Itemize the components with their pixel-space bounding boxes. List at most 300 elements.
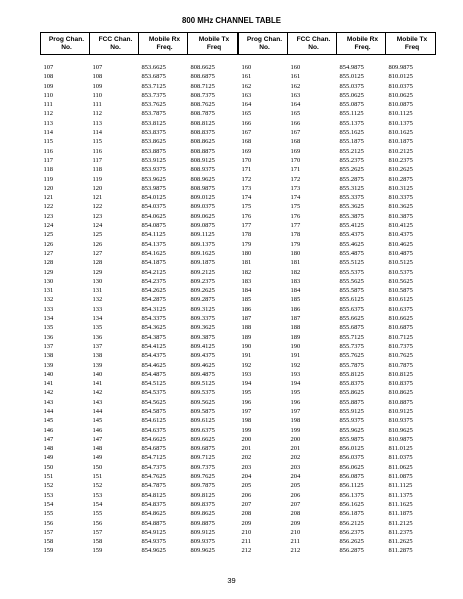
cell-mobile-rx: 854.9625	[141, 547, 166, 555]
table-row	[41, 82, 238, 91]
channel-table-right	[238, 32, 436, 556]
column-header-mobile-tx: Mobile Tx Freq	[386, 33, 436, 55]
table-row	[239, 63, 436, 72]
cell-fcc-chan: 176	[290, 212, 301, 220]
cell-mobile-rx: 855.8125	[339, 370, 364, 378]
cell-mobile-tx: 809.9625	[190, 547, 215, 555]
cell-mobile-rx: 854.8875	[141, 519, 166, 527]
cell-mobile-tx: 810.2625	[388, 166, 413, 174]
cell-mobile-tx: 809.5375	[190, 389, 215, 397]
cell-mobile-rx: 854.8125	[141, 491, 166, 499]
cell-fcc-chan: 146	[92, 426, 103, 434]
table-row	[239, 305, 436, 314]
cell-mobile-rx: 853.7625	[141, 101, 166, 109]
cell-prog-chan: 183	[241, 277, 252, 285]
table-row	[41, 72, 238, 81]
table-body-left	[41, 55, 238, 556]
cell-fcc-chan: 129	[92, 268, 103, 276]
cell-mobile-rx: 855.6875	[339, 324, 364, 332]
cell-mobile-rx: 855.1125	[339, 110, 364, 118]
cell-fcc-chan: 197	[290, 407, 301, 415]
cell-fcc-chan: 115	[92, 138, 103, 146]
cell-mobile-rx: 853.7375	[141, 91, 166, 99]
table-row	[239, 212, 436, 221]
cell-fcc-chan: 204	[290, 473, 301, 481]
cell-mobile-tx: 811.0375	[388, 454, 413, 462]
cell-mobile-rx: 855.5875	[339, 287, 364, 295]
cell-fcc-chan: 141	[92, 380, 103, 388]
cell-prog-chan: 126	[43, 240, 54, 248]
cell-mobile-rx: 855.2125	[339, 147, 364, 155]
cell-mobile-tx: 810.5625	[388, 277, 413, 285]
cell-prog-chan: 116	[43, 147, 54, 155]
cell-mobile-tx: 810.8125	[388, 370, 413, 378]
cell-fcc-chan: 188	[290, 324, 301, 332]
table-row	[239, 361, 436, 370]
cell-prog-chan: 114	[43, 129, 54, 137]
spacer-row	[239, 55, 436, 64]
cell-mobile-tx: 810.6375	[388, 305, 413, 313]
cell-mobile-tx: 810.8375	[388, 380, 413, 388]
table-row	[41, 109, 238, 118]
cell-prog-chan: 144	[43, 407, 54, 415]
cell-mobile-rx: 854.4625	[141, 361, 166, 369]
cell-fcc-chan: 125	[92, 231, 103, 239]
cell-prog-chan: 200	[241, 435, 252, 443]
cell-fcc-chan: 128	[92, 259, 103, 267]
cell-fcc-chan: 154	[92, 500, 103, 508]
cell-mobile-tx: 809.7125	[190, 454, 215, 462]
cell-prog-chan: 125	[43, 231, 54, 239]
cell-mobile-tx: 808.9125	[190, 156, 215, 164]
cell-prog-chan: 119	[43, 175, 54, 183]
cell-mobile-tx: 809.3875	[190, 333, 215, 341]
cell-fcc-chan: 195	[290, 389, 301, 397]
table-row	[41, 509, 238, 518]
cell-prog-chan: 204	[241, 473, 252, 481]
cell-prog-chan: 115	[43, 138, 54, 146]
table-row	[41, 444, 238, 453]
cell-prog-chan: 171	[241, 166, 252, 174]
cell-prog-chan: 189	[241, 333, 252, 341]
table-row	[239, 100, 436, 109]
cell-fcc-chan: 201	[290, 445, 301, 453]
cell-mobile-rx: 853.8625	[141, 138, 166, 146]
table-row	[239, 426, 436, 435]
table-row	[239, 528, 436, 537]
cell-mobile-rx: 855.3875	[339, 212, 364, 220]
table-row	[239, 91, 436, 100]
cell-prog-chan: 186	[241, 305, 252, 313]
cell-fcc-chan: 190	[290, 342, 301, 350]
cell-mobile-rx: 854.9375	[141, 538, 166, 546]
cell-prog-chan: 163	[241, 91, 252, 99]
cell-mobile-rx: 855.0375	[339, 82, 364, 90]
cell-mobile-tx: 809.3625	[190, 324, 215, 332]
cell-prog-chan: 124	[43, 222, 54, 230]
cell-mobile-rx: 856.0625	[339, 463, 364, 471]
cell-fcc-chan: 168	[290, 138, 301, 146]
cell-mobile-rx: 854.0125	[141, 194, 166, 202]
cell-fcc-chan: 157	[92, 528, 103, 536]
cell-mobile-tx: 809.9375	[190, 538, 215, 546]
cell-mobile-rx: 856.2625	[339, 538, 364, 546]
table-row	[239, 277, 436, 286]
cell-prog-chan: 187	[241, 315, 252, 323]
cell-mobile-rx: 855.7625	[339, 352, 364, 360]
cell-mobile-tx: 810.4125	[388, 222, 413, 230]
cell-fcc-chan: 187	[290, 315, 301, 323]
table-row	[41, 295, 238, 304]
cell-mobile-rx: 855.5625	[339, 277, 364, 285]
table-header-row	[239, 33, 436, 55]
cell-mobile-tx: 810.0125	[388, 73, 413, 81]
table-row	[41, 91, 238, 100]
table-row	[239, 193, 436, 202]
cell-mobile-rx: 854.2625	[141, 287, 166, 295]
cell-mobile-rx: 853.6875	[141, 73, 166, 81]
cell-fcc-chan: 140	[92, 370, 103, 378]
cell-mobile-tx: 808.8875	[190, 147, 215, 155]
cell-fcc-chan: 131	[92, 287, 103, 295]
cell-mobile-rx: 854.4375	[141, 352, 166, 360]
cell-mobile-tx: 811.0875	[388, 473, 413, 481]
cell-mobile-rx: 855.3625	[339, 203, 364, 211]
table-row	[239, 398, 436, 407]
table-row	[41, 333, 238, 342]
table-row	[41, 426, 238, 435]
cell-fcc-chan: 173	[290, 184, 301, 192]
cell-mobile-rx: 856.1875	[339, 510, 364, 518]
cell-mobile-tx: 809.5625	[190, 398, 215, 406]
cell-mobile-tx: 809.0875	[190, 222, 215, 230]
cell-mobile-rx: 854.2875	[141, 296, 166, 304]
cell-prog-chan: 129	[43, 268, 54, 276]
table-row	[239, 72, 436, 81]
cell-prog-chan: 141	[43, 380, 54, 388]
table-row	[239, 323, 436, 332]
cell-mobile-rx: 855.1625	[339, 129, 364, 137]
cell-fcc-chan: 159	[92, 547, 103, 555]
cell-mobile-tx: 808.7125	[190, 82, 215, 90]
table-row	[41, 342, 238, 351]
cell-mobile-rx: 854.6625	[141, 435, 166, 443]
table-row	[41, 156, 238, 165]
cell-fcc-chan: 156	[92, 519, 103, 527]
cell-mobile-tx: 811.0125	[388, 445, 413, 453]
cell-prog-chan: 167	[241, 129, 252, 137]
cell-fcc-chan: 178	[290, 231, 301, 239]
cell-prog-chan: 212	[241, 547, 252, 555]
cell-mobile-rx: 854.3125	[141, 305, 166, 313]
cell-fcc-chan: 153	[92, 491, 103, 499]
table-row	[41, 100, 238, 109]
cell-fcc-chan: 118	[92, 166, 103, 174]
cell-prog-chan: 195	[241, 389, 252, 397]
cell-fcc-chan: 126	[92, 240, 103, 248]
cell-prog-chan: 188	[241, 324, 252, 332]
cell-mobile-rx: 856.0375	[339, 454, 364, 462]
cell-mobile-rx: 856.0875	[339, 473, 364, 481]
cell-fcc-chan: 142	[92, 389, 103, 397]
cell-fcc-chan: 144	[92, 407, 103, 415]
cell-prog-chan: 108	[43, 73, 54, 81]
cell-fcc-chan: 135	[92, 324, 103, 332]
cell-mobile-tx: 810.1875	[388, 138, 413, 146]
table-row	[239, 258, 436, 267]
cell-mobile-tx: 809.6625	[190, 435, 215, 443]
table-row	[41, 519, 238, 528]
cell-mobile-rx: 854.5375	[141, 389, 166, 397]
cell-fcc-chan: 212	[290, 547, 301, 555]
cell-fcc-chan: 172	[290, 175, 301, 183]
table-row	[239, 147, 436, 156]
cell-mobile-tx: 808.6875	[190, 73, 215, 81]
cell-prog-chan: 178	[241, 231, 252, 239]
cell-prog-chan: 138	[43, 352, 54, 360]
cell-mobile-tx: 809.2375	[190, 277, 215, 285]
table-row	[41, 240, 238, 249]
cell-mobile-tx: 810.6875	[388, 324, 413, 332]
table-row	[41, 500, 238, 509]
cell-fcc-chan: 180	[290, 249, 301, 257]
cell-fcc-chan: 155	[92, 510, 103, 518]
cell-mobile-tx: 810.4625	[388, 240, 413, 248]
cell-prog-chan: 177	[241, 222, 252, 230]
table-row	[41, 175, 238, 184]
cell-mobile-tx: 810.3875	[388, 212, 413, 220]
cell-mobile-tx: 810.3125	[388, 184, 413, 192]
cell-mobile-tx: 810.5125	[388, 259, 413, 267]
cell-prog-chan: 170	[241, 156, 252, 164]
cell-prog-chan: 185	[241, 296, 252, 304]
cell-mobile-rx: 854.1375	[141, 240, 166, 248]
cell-prog-chan: 196	[241, 398, 252, 406]
cell-prog-chan: 194	[241, 380, 252, 388]
cell-fcc-chan: 209	[290, 519, 301, 527]
table-row	[41, 463, 238, 472]
cell-mobile-tx: 810.2375	[388, 156, 413, 164]
cell-fcc-chan: 151	[92, 473, 103, 481]
cell-fcc-chan: 116	[92, 147, 103, 155]
cell-fcc-chan: 210	[290, 528, 301, 536]
cell-mobile-tx: 810.7375	[388, 342, 413, 350]
cell-mobile-tx: 809.2875	[190, 296, 215, 304]
cell-mobile-tx: 808.8125	[190, 119, 215, 127]
cell-mobile-rx: 856.2875	[339, 547, 364, 555]
cell-mobile-rx: 855.1875	[339, 138, 364, 146]
cell-prog-chan: 135	[43, 324, 54, 332]
cell-prog-chan: 197	[241, 407, 252, 415]
cell-fcc-chan: 165	[290, 110, 301, 118]
cell-prog-chan: 109	[43, 82, 54, 90]
cell-mobile-tx: 810.2875	[388, 175, 413, 183]
table-row	[41, 472, 238, 481]
cell-mobile-rx: 855.0125	[339, 73, 364, 81]
cell-mobile-tx: 809.3375	[190, 315, 215, 323]
cell-prog-chan: 110	[43, 91, 54, 99]
cell-mobile-rx: 856.1625	[339, 500, 364, 508]
cell-mobile-tx: 810.9375	[388, 417, 413, 425]
cell-fcc-chan: 200	[290, 435, 301, 443]
cell-mobile-rx: 853.7125	[141, 82, 166, 90]
cell-prog-chan: 176	[241, 212, 252, 220]
table-row	[41, 370, 238, 379]
cell-mobile-rx: 853.9875	[141, 184, 166, 192]
cell-mobile-rx: 855.5375	[339, 268, 364, 276]
cell-mobile-tx: 811.2375	[388, 528, 413, 536]
cell-mobile-tx: 810.8875	[388, 398, 413, 406]
spacer-cell	[41, 55, 238, 64]
table-row	[239, 249, 436, 258]
cell-mobile-tx: 811.1875	[388, 510, 413, 518]
cell-prog-chan: 193	[241, 370, 252, 378]
cell-prog-chan: 112	[43, 110, 54, 118]
cell-mobile-rx: 854.8375	[141, 500, 166, 508]
cell-prog-chan: 207	[241, 500, 252, 508]
cell-mobile-rx: 856.2125	[339, 519, 364, 527]
cell-mobile-rx: 854.1625	[141, 249, 166, 257]
cell-mobile-tx: 810.8625	[388, 389, 413, 397]
cell-mobile-rx: 855.7875	[339, 361, 364, 369]
cell-mobile-tx: 809.8875	[190, 519, 215, 527]
cell-prog-chan: 117	[43, 156, 54, 164]
cell-fcc-chan: 169	[290, 147, 301, 155]
cell-prog-chan: 137	[43, 342, 54, 350]
cell-mobile-rx: 854.7375	[141, 463, 166, 471]
cell-prog-chan: 161	[241, 73, 252, 81]
table-row	[41, 481, 238, 490]
cell-mobile-tx: 810.2125	[388, 147, 413, 155]
cell-fcc-chan: 179	[290, 240, 301, 248]
table-row	[239, 453, 436, 462]
cell-fcc-chan: 160	[290, 64, 301, 71]
cell-mobile-rx: 854.0875	[141, 222, 166, 230]
table-row	[41, 230, 238, 239]
table-row	[41, 221, 238, 230]
cell-mobile-tx: 810.7125	[388, 333, 413, 341]
cell-mobile-rx: 854.2375	[141, 277, 166, 285]
cell-fcc-chan: 175	[290, 203, 301, 211]
cell-fcc-chan: 163	[290, 91, 301, 99]
cell-mobile-rx: 854.4875	[141, 370, 166, 378]
cell-mobile-rx: 855.3375	[339, 194, 364, 202]
cell-mobile-rx: 853.8875	[141, 147, 166, 155]
cell-fcc-chan: 120	[92, 184, 103, 192]
cell-mobile-rx: 856.1125	[339, 482, 364, 490]
cell-mobile-tx: 808.7875	[190, 110, 215, 118]
cell-prog-chan: 151	[43, 473, 54, 481]
cell-fcc-chan: 149	[92, 454, 103, 462]
cell-prog-chan: 160	[241, 64, 252, 71]
column-header-mobile-tx: Mobile Tx Freq	[188, 33, 238, 55]
cell-fcc-chan: 192	[290, 361, 301, 369]
cell-prog-chan: 208	[241, 510, 252, 518]
cell-mobile-tx: 809.6125	[190, 417, 215, 425]
cell-prog-chan: 210	[241, 528, 252, 536]
cell-fcc-chan: 186	[290, 305, 301, 313]
cell-fcc-chan: 182	[290, 268, 301, 276]
cell-prog-chan: 143	[43, 398, 54, 406]
cell-fcc-chan: 196	[290, 398, 301, 406]
cell-fcc-chan: 171	[290, 166, 301, 174]
cell-prog-chan: 127	[43, 249, 54, 257]
table-row	[239, 416, 436, 425]
table-row	[239, 444, 436, 453]
cell-prog-chan: 174	[241, 194, 252, 202]
cell-mobile-rx: 855.2875	[339, 175, 364, 183]
cell-prog-chan: 148	[43, 445, 54, 453]
table-row	[41, 137, 238, 146]
cell-mobile-tx: 809.0625	[190, 212, 215, 220]
cell-mobile-tx: 811.2625	[388, 538, 413, 546]
cell-prog-chan: 179	[241, 240, 252, 248]
cell-prog-chan: 165	[241, 110, 252, 118]
cell-mobile-tx: 809.1625	[190, 249, 215, 257]
cell-fcc-chan: 194	[290, 380, 301, 388]
cell-fcc-chan: 152	[92, 482, 103, 490]
cell-mobile-tx: 809.6875	[190, 445, 215, 453]
cell-mobile-rx: 855.4125	[339, 222, 364, 230]
cell-mobile-tx: 809.2625	[190, 287, 215, 295]
cell-mobile-tx: 809.7625	[190, 473, 215, 481]
cell-fcc-chan: 107	[92, 64, 103, 71]
cell-mobile-rx: 854.1125	[141, 231, 166, 239]
column-header-mobile-rx: Mobile Rx Freq.	[337, 33, 386, 55]
table-row	[41, 407, 238, 416]
cell-fcc-chan: 121	[92, 194, 103, 202]
cell-prog-chan: 199	[241, 426, 252, 434]
cell-mobile-rx: 854.5125	[141, 380, 166, 388]
cell-mobile-rx: 855.7125	[339, 333, 364, 341]
cell-fcc-chan: 145	[92, 417, 103, 425]
table-row	[41, 416, 238, 425]
cell-fcc-chan: 119	[92, 175, 103, 183]
cell-mobile-rx: 855.5125	[339, 259, 364, 267]
cell-mobile-tx: 810.5375	[388, 268, 413, 276]
table-row	[239, 546, 436, 555]
table-row	[41, 193, 238, 202]
cell-prog-chan: 168	[241, 138, 252, 146]
table-row	[239, 407, 436, 416]
spacer-cell	[239, 55, 436, 64]
table-row	[41, 63, 238, 72]
cell-prog-chan: 173	[241, 184, 252, 192]
cell-mobile-rx: 853.7875	[141, 110, 166, 118]
cell-mobile-tx: 811.1625	[388, 500, 413, 508]
cell-mobile-tx: 811.2875	[388, 547, 413, 555]
table-row	[41, 323, 238, 332]
table-row	[41, 351, 238, 360]
table-row	[239, 156, 436, 165]
cell-mobile-tx: 809.1125	[190, 231, 215, 239]
cell-fcc-chan: 139	[92, 361, 103, 369]
table-row	[239, 509, 436, 518]
cell-prog-chan: 147	[43, 435, 54, 443]
cell-fcc-chan: 147	[92, 435, 103, 443]
cell-prog-chan: 164	[241, 101, 252, 109]
cell-mobile-rx: 855.2375	[339, 156, 364, 164]
cell-mobile-rx: 854.0625	[141, 212, 166, 220]
cell-fcc-chan: 137	[92, 342, 103, 350]
cell-prog-chan: 140	[43, 370, 54, 378]
table-row	[41, 212, 238, 221]
cell-fcc-chan: 122	[92, 203, 103, 211]
table-row	[239, 463, 436, 472]
cell-fcc-chan: 117	[92, 156, 103, 164]
cell-mobile-rx: 854.7125	[141, 454, 166, 462]
table-row	[239, 175, 436, 184]
